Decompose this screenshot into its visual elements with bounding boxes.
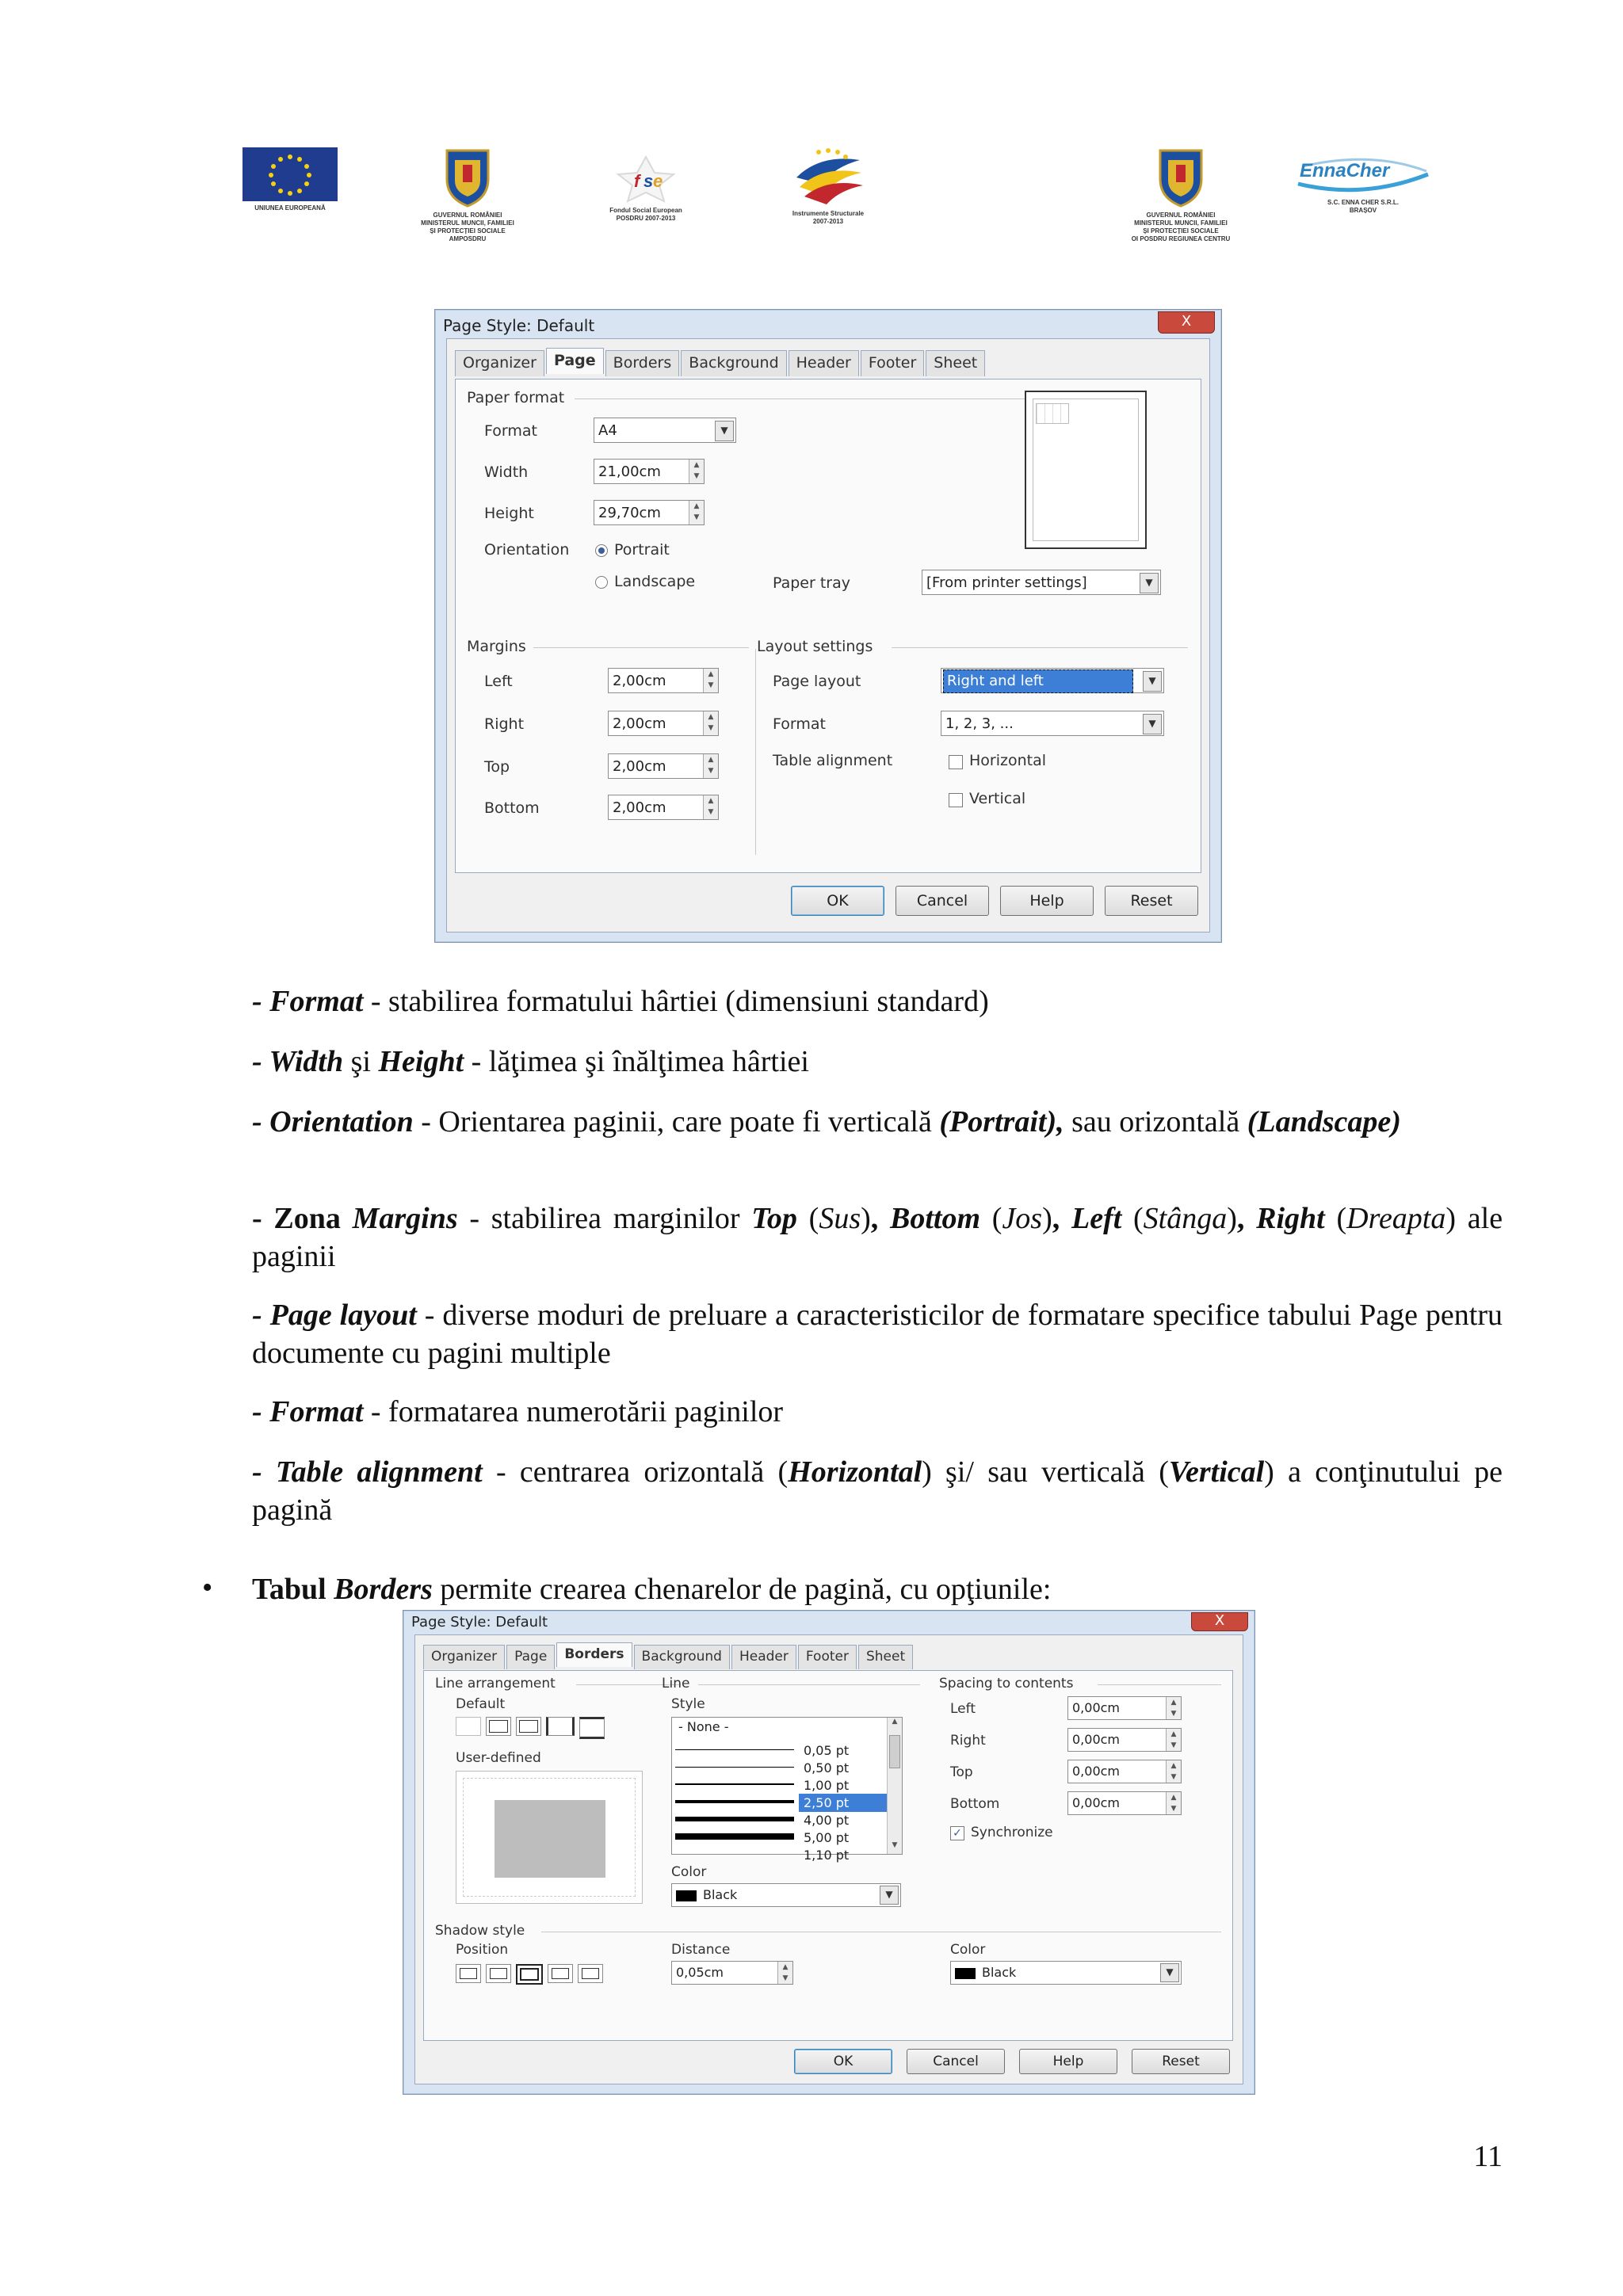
numbering-format-label: Format (773, 715, 826, 733)
spacing-right-spinbox[interactable] (1067, 1728, 1182, 1752)
term: Right (1256, 1202, 1325, 1235)
spacing-bottom-label: Bottom (950, 1796, 1000, 1812)
scroll-down-icon[interactable]: ▼ (892, 1841, 898, 1849)
tab-bar (455, 350, 987, 376)
width-spinbox[interactable] (594, 459, 705, 484)
margin-right-spinbox[interactable] (608, 711, 719, 736)
line-sample (675, 1783, 794, 1785)
close-button[interactable]: X (1191, 1612, 1248, 1631)
line-style-label: 2,50 pt (799, 1794, 888, 1812)
divider (698, 1684, 920, 1685)
dialog-body (414, 1634, 1243, 2084)
logo-structural-instruments (761, 146, 896, 226)
text: - diverse moduri de preluare a caracteristicilor de formatare specifice tabului Page pentru documente cu pagini multiple (252, 1299, 1503, 1370)
structural-instruments-icon (789, 146, 868, 206)
tab-organizer[interactable]: Organizer (455, 350, 544, 376)
chevron-down-icon[interactable]: ▼ (1160, 1963, 1179, 1982)
logo-ennacher (1284, 151, 1442, 215)
height-label: Height (484, 505, 534, 522)
line-style-400[interactable] (675, 1811, 881, 1829)
text: - stabilirea formatului hârtiei (dimensiuni standard) (363, 985, 989, 1018)
spin-arrows-icon[interactable]: ▲ ▼ (1166, 1760, 1181, 1783)
line-style-label: 5,00 pt (804, 1830, 850, 1845)
term: Left (1071, 1202, 1122, 1235)
spacing-right-value: 0,00cm (1072, 1732, 1121, 1747)
scroll-up-icon[interactable]: ▲ (892, 1718, 898, 1726)
chevron-down-icon[interactable]: ▼ (880, 1886, 899, 1905)
tab-footer[interactable]: Footer (798, 1645, 857, 1669)
line-style-100[interactable] (675, 1776, 881, 1794)
term: Horizontal (788, 1455, 922, 1489)
term: - Zona (252, 1202, 353, 1235)
shadow-color-value: Black (982, 1965, 1017, 1980)
margin-left-spinbox[interactable] (608, 668, 719, 693)
tab-sheet[interactable]: Sheet (926, 350, 985, 376)
help-button[interactable]: Help (1000, 886, 1094, 916)
tab-sheet[interactable]: Sheet (858, 1645, 913, 1669)
tab-panel (455, 379, 1201, 873)
spacing-right-label: Right (950, 1733, 986, 1749)
shadow-color-dropdown[interactable] (950, 1961, 1182, 1985)
margin-right-label: Right (484, 715, 525, 733)
spin-arrows-icon[interactable]: ▲ ▼ (777, 1962, 792, 1984)
default-presets (456, 1717, 605, 1739)
ok-button[interactable]: OK (791, 886, 884, 916)
shadow-position-label: Position (456, 1942, 509, 1958)
line-style-110[interactable] (675, 1846, 881, 1863)
portrait-label[interactable]: Portrait (614, 541, 670, 559)
spacing-left-spinbox[interactable] (1067, 1696, 1182, 1720)
margin-bottom-label: Bottom (484, 799, 540, 817)
user-defined-label: User-defined (456, 1750, 541, 1766)
orientation-label: Orientation (484, 541, 570, 559)
romania-coat-of-arms-icon (442, 144, 493, 208)
margin-bottom-spinbox[interactable] (608, 795, 719, 820)
help-button[interactable]: Help (1019, 2049, 1117, 2074)
logo-caption: UNIUNEA EUROPEANĂ (254, 204, 326, 212)
dialog-title: Page Style: Default (443, 316, 595, 335)
height-spinbox[interactable] (594, 500, 705, 525)
line-style-label: 1,10 pt (804, 1848, 850, 1863)
scroll-thumb[interactable] (889, 1735, 900, 1768)
paragraph-margins: - Zona Margins - stabilirea marginilor Top (Sus), Bottom (Jos), Left (Stânga), Right (Dreapta) ale paginii (252, 1202, 1503, 1273)
spin-arrows-icon[interactable]: ▲ ▼ (1166, 1697, 1181, 1719)
svg-text:s: s (643, 171, 654, 191)
dialog-title: Page Style: Default (411, 1614, 548, 1630)
table-alignment-label: Table alignment (773, 752, 893, 769)
page-layout-label: Page layout (773, 673, 861, 690)
line-heading: Line (662, 1676, 690, 1691)
default-label: Default (456, 1696, 506, 1712)
margin-top-value: 2,00cm (613, 758, 666, 775)
spin-arrows-icon[interactable]: ▲ ▼ (703, 669, 718, 692)
shadow-distance-label: Distance (671, 1942, 731, 1958)
format-label: Format (484, 422, 537, 440)
borders-dialog (403, 1610, 1255, 2095)
paragraph-orientation (252, 1103, 1503, 1141)
shadow-distance-spinbox[interactable] (671, 1961, 793, 1985)
margin-top-label: Top (484, 758, 510, 776)
close-button[interactable]: X (1158, 311, 1215, 334)
color-swatch-icon (955, 1968, 976, 1979)
eu-flag-icon (242, 147, 338, 201)
paper-format-heading: Paper format (467, 389, 565, 406)
spacing-top-spinbox[interactable] (1067, 1760, 1182, 1783)
line-style-label: 4,00 pt (804, 1813, 850, 1828)
spin-arrows-icon[interactable]: ▲ ▼ (703, 795, 718, 819)
text: sau orizontală (1064, 1105, 1247, 1138)
term: Height (378, 1045, 464, 1078)
line-sample (675, 1800, 794, 1803)
tab-borders[interactable]: Borders (556, 1642, 632, 1667)
tab-footer[interactable]: Footer (861, 350, 924, 376)
shadow-top-right-icon[interactable] (516, 1964, 543, 1985)
paragraph-table-alignment (252, 1453, 1503, 1529)
preset-box-shadow-icon[interactable] (516, 1717, 541, 1736)
term: Margins (352, 1202, 458, 1235)
tab-header[interactable]: Header (731, 1645, 796, 1669)
reset-button[interactable]: Reset (1105, 886, 1198, 916)
spin-arrows-icon[interactable]: ▲ ▼ (1166, 1729, 1181, 1751)
line-sample (675, 1749, 794, 1750)
chevron-down-icon[interactable]: ▼ (1143, 671, 1162, 692)
term: - Orientation (252, 1105, 414, 1138)
margin-top-spinbox[interactable] (608, 753, 719, 779)
term: - Format (252, 1395, 364, 1428)
format-dropdown[interactable] (594, 418, 736, 443)
paper-tray-value: [From printer settings] (926, 574, 1087, 591)
logo-caption: GUVERNUL ROMÂNIEI MINISTERUL MUNCII, FAMILIEI ȘI PROTECȚIEI SOCIALE OI POSDRU REGIUNEA CENTRU (1131, 212, 1231, 242)
text: ) şi/ sau verticală ( (922, 1455, 1169, 1489)
reset-button[interactable]: Reset (1132, 2049, 1230, 2074)
tab-background[interactable]: Background (634, 1645, 730, 1669)
width-value: 21,00cm (598, 463, 661, 480)
ennacher-wordmark: EnnaCher (1300, 160, 1390, 181)
line-style-thin[interactable] (675, 1741, 881, 1759)
paper-tray-dropdown[interactable] (922, 570, 1161, 595)
landscape-label[interactable]: Landscape (614, 573, 696, 590)
text: şi (343, 1045, 379, 1078)
translation: Jos (1002, 1202, 1043, 1235)
term: - Page layout (252, 1299, 417, 1332)
spacing-top-value: 0,00cm (1072, 1764, 1121, 1779)
term: Bottom (890, 1202, 981, 1235)
translation: Stânga (1143, 1202, 1228, 1235)
horizontal-checkbox[interactable] (949, 755, 963, 769)
shadow-position-presets (456, 1964, 603, 1985)
chevron-down-icon[interactable]: ▼ (1143, 714, 1162, 734)
scrollbar[interactable] (887, 1718, 902, 1854)
cancel-button[interactable]: Cancel (896, 886, 989, 916)
logo-caption: Instrumente Structurale 2007-2013 (792, 210, 865, 225)
color-swatch-icon (676, 1890, 697, 1901)
width-label: Width (484, 463, 529, 481)
margin-bottom-value: 2,00cm (613, 799, 666, 816)
line-arrangement-heading: Line arrangement (435, 1676, 556, 1691)
spin-arrows-icon[interactable]: ▲ ▼ (689, 460, 704, 483)
vertical-checkbox[interactable] (949, 793, 963, 807)
paragraph-format (252, 982, 1503, 1020)
divider (1098, 1684, 1221, 1685)
line-style-500[interactable] (675, 1829, 881, 1846)
horizontal-label[interactable]: Horizontal (969, 752, 1047, 769)
fse-star-icon (610, 155, 682, 203)
paragraph-page-layout (252, 1296, 1503, 1372)
preset-top-bottom-icon[interactable] (579, 1717, 605, 1739)
paper-tray-label: Paper tray (773, 574, 850, 592)
text: ) a conţinutului pe pagină (252, 1455, 1503, 1527)
spacing-heading: Spacing to contents (939, 1676, 1074, 1691)
tab-bar (423, 1645, 915, 1669)
logo-fse (586, 155, 705, 223)
shadow-distance-value: 0,05cm (676, 1965, 724, 1980)
synchronize-checkbox[interactable]: ✓ (950, 1826, 964, 1840)
shadow-color-label: Color (950, 1942, 986, 1958)
line-style-050[interactable] (675, 1759, 881, 1776)
margin-left-value: 2,00cm (613, 673, 666, 689)
line-style-250-selected[interactable] (675, 1794, 881, 1811)
term: (Landscape) (1247, 1105, 1401, 1138)
page-layout-dropdown[interactable] (941, 668, 1164, 693)
spacing-top-label: Top (950, 1764, 973, 1780)
term: (Portrait), (939, 1105, 1064, 1138)
tab-panel (423, 1670, 1233, 2041)
svg-text:f: f (634, 171, 640, 191)
dialog-body (446, 338, 1210, 933)
chevron-down-icon[interactable]: ▼ (1140, 573, 1159, 593)
preset-left-right-icon[interactable] (546, 1717, 575, 1736)
tab-page[interactable]: Page (506, 1645, 555, 1669)
shadow-bottom-right-icon[interactable] (486, 1964, 511, 1983)
spacing-left-value: 0,00cm (1072, 1700, 1121, 1715)
page-style-dialog (434, 309, 1222, 943)
tab-organizer[interactable]: Organizer (423, 1645, 505, 1669)
bullet-icon: • (202, 1571, 213, 1604)
tab-background[interactable]: Background (681, 350, 786, 376)
page-layout-value: Right and left (943, 669, 1133, 693)
logo-caption: Fondul Social European POSDRU 2007-2013 (609, 207, 682, 222)
user-defined-preview[interactable] (456, 1771, 643, 1904)
chevron-down-icon[interactable]: ▼ (715, 421, 734, 441)
tab-borders[interactable]: Borders (605, 350, 680, 376)
translation: Dreapta (1346, 1202, 1446, 1235)
preview-grid-icon (1036, 403, 1069, 424)
format-value: A4 (598, 422, 617, 439)
line-style-label: 1,00 pt (804, 1778, 850, 1793)
svg-text:e: e (653, 171, 663, 191)
term: Borders (334, 1573, 433, 1606)
paragraph-borders-tab (252, 1570, 1503, 1608)
line-sample (675, 1767, 794, 1768)
shadow-top-left-icon[interactable] (578, 1964, 603, 1983)
spin-arrows-icon[interactable]: ▲ ▼ (703, 711, 718, 735)
preset-none-icon[interactable] (456, 1717, 481, 1736)
divider (533, 647, 749, 648)
numbering-format-dropdown[interactable] (941, 711, 1164, 736)
line-sample (675, 1833, 794, 1840)
page-preview (1025, 391, 1147, 549)
line-sample (675, 1817, 794, 1821)
term: - Table alignment (252, 1455, 483, 1489)
line-style-list[interactable] (671, 1717, 903, 1863)
line-style-label: 0,05 pt (804, 1743, 850, 1758)
shadow-style-heading: Shadow style (435, 1923, 525, 1939)
margin-right-value: 2,00cm (613, 715, 666, 732)
shadow-none-icon[interactable] (456, 1964, 481, 1983)
tab-header[interactable]: Header (789, 350, 859, 376)
margin-left-label: Left (484, 673, 513, 690)
numbering-format-value: 1, 2, 3, ... (945, 715, 1014, 732)
divider (892, 647, 1188, 648)
ok-button[interactable]: OK (794, 2049, 892, 2074)
landscape-radio[interactable] (595, 576, 608, 589)
lead: Tabul (252, 1573, 334, 1606)
text: ale paginii (252, 1202, 1503, 1273)
synchronize-label[interactable]: Synchronize (971, 1825, 1053, 1840)
term: Top (751, 1202, 797, 1235)
term: - Width (252, 1045, 344, 1078)
portrait-radio[interactable] (595, 544, 608, 557)
translation: Sus (819, 1202, 861, 1235)
spacing-left-label: Left (950, 1701, 976, 1717)
text: permite crearea chenarelor de pagină, cu opţiunile: (432, 1573, 1052, 1606)
shadow-bottom-left-icon[interactable] (548, 1964, 573, 1983)
height-value: 29,70cm (598, 505, 661, 521)
spacing-bottom-spinbox[interactable] (1067, 1791, 1182, 1815)
spin-arrows-icon[interactable]: ▲ ▼ (703, 754, 718, 778)
text: - lăţimea şi înălţimea hârtiei (464, 1045, 809, 1078)
tab-page[interactable]: Page (546, 348, 604, 374)
layout-settings-heading: Layout settings (757, 638, 873, 655)
logo-caption: S.C. ENNA CHER S.R.L. BRAȘOV (1327, 199, 1399, 214)
spacing-bottom-value: 0,00cm (1072, 1795, 1121, 1810)
line-color-dropdown[interactable] (671, 1883, 901, 1907)
text: - formatarea numerotării paginilor (363, 1395, 784, 1428)
divider (755, 649, 756, 855)
spin-arrows-icon[interactable]: ▲ ▼ (1166, 1792, 1181, 1814)
margins-heading: Margins (467, 638, 526, 655)
text: - Orientarea paginii, care poate fi verticală (413, 1105, 940, 1138)
logo-eu (235, 147, 346, 212)
preset-box-icon[interactable] (486, 1717, 511, 1736)
logo-gov-1 (388, 144, 547, 243)
line-color-label: Color (671, 1864, 707, 1880)
romania-coat-of-arms-icon (1155, 144, 1206, 208)
logo-gov-2 (1102, 144, 1260, 243)
paragraph-numbering-format (252, 1393, 1503, 1431)
text: - stabilirea marginilor (457, 1202, 752, 1235)
line-style-none[interactable]: - None - (678, 1719, 729, 1734)
term: Vertical (1168, 1455, 1265, 1489)
text: - centrarea orizontală ( (482, 1455, 789, 1489)
cancel-button[interactable]: Cancel (907, 2049, 1005, 2074)
line-style-label: 0,50 pt (804, 1760, 850, 1775)
paragraph-width-height (252, 1043, 1503, 1081)
spin-arrows-icon[interactable]: ▲ ▼ (689, 501, 704, 524)
style-label: Style (671, 1696, 705, 1712)
vertical-label[interactable]: Vertical (969, 790, 1026, 807)
line-color-value: Black (703, 1887, 738, 1902)
page-number: 11 (1473, 2140, 1503, 2173)
preview-content-block (495, 1800, 605, 1878)
term: - Format (252, 985, 364, 1018)
logo-caption: GUVERNUL ROMÂNIEI MINISTERUL MUNCII, FAMILIEI ȘI PROTECȚIEI SOCIALE AMPOSDRU (421, 212, 514, 242)
